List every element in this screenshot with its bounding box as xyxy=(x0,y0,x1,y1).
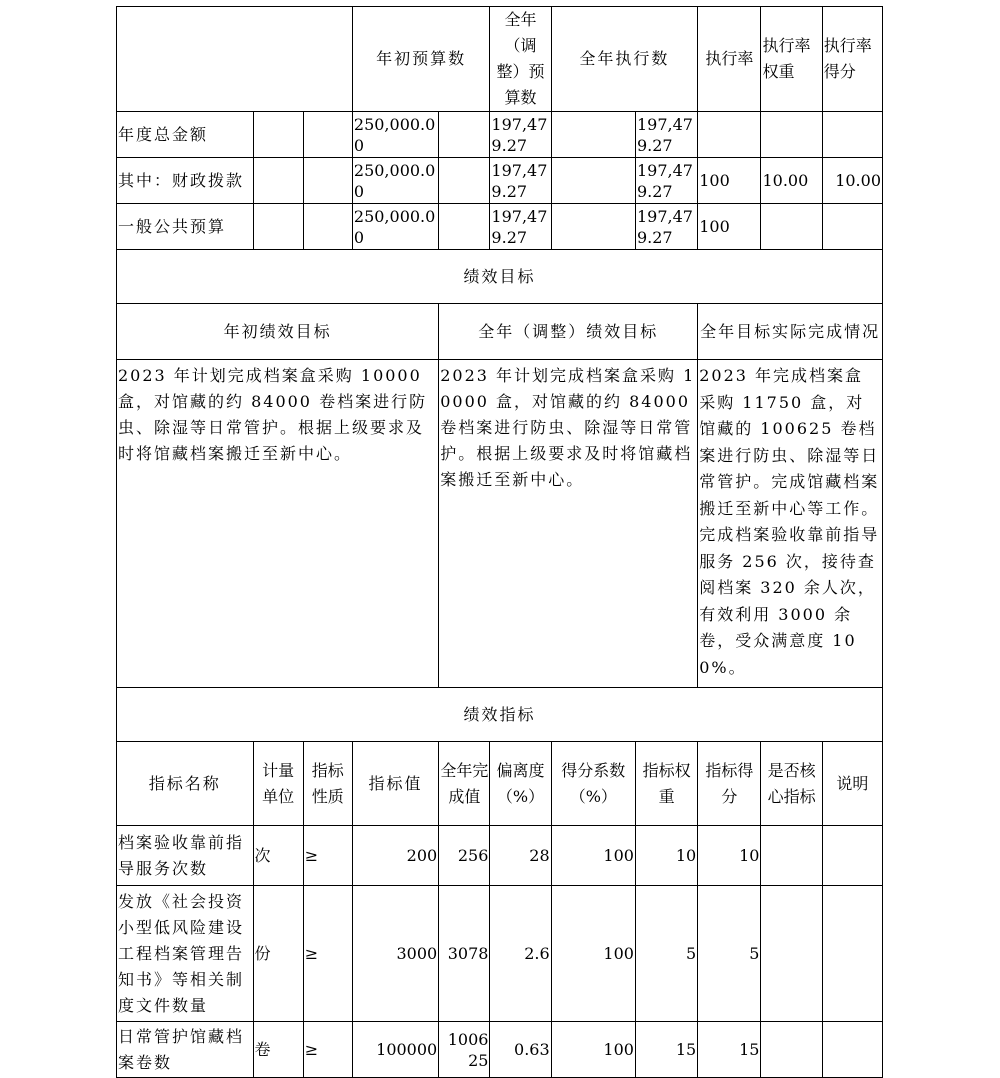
blank-cell xyxy=(439,158,490,204)
indicator-actual: 3078 xyxy=(439,886,490,1022)
rate-weight-value: 10.00 xyxy=(761,158,822,204)
blank-cell xyxy=(253,158,303,204)
adjusted-budget-header: 全年（调整）预算数 xyxy=(490,7,551,112)
actual-goal-text: 2023 年完成档案盒采购 11750 盒，对馆藏的 100625 卷档案进行防虫、除湿等日常管护。完成馆藏档案搬迁至新中心等工作。完成档案验收靠前指导服务 256 次，接待查阅档案 320 余人次，有效利用 3000 余卷，受众满意度 100%。 xyxy=(698,360,883,688)
initial-budget-value: 250,000.00 xyxy=(352,204,438,250)
goals-header-row xyxy=(117,304,883,360)
nature-header: 指标性质 xyxy=(303,742,352,826)
initial-goal-header: 年初绩效目标 xyxy=(117,304,439,360)
initial-goal-text: 2023 年计划完成档案盒采购 10000 盒，对馆藏的约 84000 卷档案进行防虫、除湿等日常管护。根据上级要求及时将馆藏档案搬迁至新中心。 xyxy=(117,360,439,688)
rate-weight-value xyxy=(761,112,822,158)
indicator-score: 15 xyxy=(698,1022,761,1078)
core-header: 是否核心指标 xyxy=(761,742,822,826)
indicator-score: 5 xyxy=(698,886,761,1022)
budget-row-label: 一般公共预算 xyxy=(117,204,254,250)
rate-value xyxy=(698,112,761,158)
indicator-name-header: 指标名称 xyxy=(117,742,254,826)
indicator-deviation: 28 xyxy=(490,826,551,886)
blank-cell xyxy=(551,204,635,250)
indicator-name: 日常管护馆藏档案卷数 xyxy=(117,1022,254,1078)
rate-score-value xyxy=(822,112,882,158)
indicator-deviation: 0.63 xyxy=(490,1022,551,1078)
indicator-nature: ≥ xyxy=(303,826,352,886)
indicator-note xyxy=(822,826,882,886)
budget-row xyxy=(117,112,883,158)
indicator-nature: ≥ xyxy=(303,1022,352,1078)
actual-goal-header: 全年目标实际完成情况 xyxy=(698,304,883,360)
initial-budget-value: 250,000.00 xyxy=(352,158,438,204)
rate-value: 100 xyxy=(698,158,761,204)
adjusted-budget-value: 197,479.27 xyxy=(490,204,551,250)
blank-cell xyxy=(439,112,490,158)
note-header: 说明 xyxy=(822,742,882,826)
indicator-nature: ≥ xyxy=(303,886,352,1022)
adjusted-budget-value: 197,479.27 xyxy=(490,158,551,204)
indicator-target: 100000 xyxy=(352,1022,438,1078)
budget-header-row xyxy=(117,7,883,112)
indicator-coef: 100 xyxy=(551,1022,635,1078)
adjusted-goal-text: 2023 年计划完成档案盒采购 10000 盒，对馆藏的约 84000 卷档案进行防虫、除湿等日常管护。根据上级要求及时将馆藏档案搬迁至新中心。 xyxy=(439,360,698,688)
blank-cell xyxy=(303,112,352,158)
adjusted-budget-value: 197,479.27 xyxy=(490,112,551,158)
indicator-core xyxy=(761,886,822,1022)
coef-header: 得分系数（%） xyxy=(551,742,635,826)
executed-value: 197,479.27 xyxy=(635,158,697,204)
rate-weight-header: 执行率权重 xyxy=(761,7,822,112)
goals-title-row xyxy=(117,250,883,304)
executed-header: 全年执行数 xyxy=(551,7,698,112)
indicator-target: 200 xyxy=(352,826,438,886)
indicator-deviation: 2.6 xyxy=(490,886,551,1022)
initial-budget-value: 250,000.00 xyxy=(352,112,438,158)
blank-cell xyxy=(253,204,303,250)
indicator-core xyxy=(761,826,822,886)
rate-score-header: 执行率得分 xyxy=(822,7,882,112)
unit-header: 计量单位 xyxy=(253,742,303,826)
indicator-coef: 100 xyxy=(551,886,635,1022)
budget-row-label: 其中：财政拨款 xyxy=(117,158,254,204)
indicator-note xyxy=(822,1022,882,1078)
rate-weight-value xyxy=(761,204,822,250)
rate-score-value xyxy=(822,204,882,250)
blank-cell xyxy=(551,158,635,204)
indicators-title-row xyxy=(117,688,883,742)
rate-score-value: 10.00 xyxy=(822,158,882,204)
budget-row xyxy=(117,158,883,204)
target-header: 指标值 xyxy=(352,742,438,826)
goals-section-title: 绩效目标 xyxy=(117,250,883,304)
performance-table xyxy=(116,6,883,1078)
indicator-target: 3000 xyxy=(352,886,438,1022)
indicator-unit: 份 xyxy=(253,886,303,1022)
blank-cell xyxy=(303,158,352,204)
indicator-name: 发放《社会投资小型低风险建设工程档案管理告知书》等相关制度文件数量 xyxy=(117,886,254,1022)
actual-header: 全年完成值 xyxy=(439,742,490,826)
indicator-score: 10 xyxy=(698,826,761,886)
indicators-header-row xyxy=(117,742,883,826)
blank-cell xyxy=(303,204,352,250)
blank-cell xyxy=(253,112,303,158)
rate-header: 执行率 xyxy=(698,7,761,112)
indicator-actual: 256 xyxy=(439,826,490,886)
blank-cell xyxy=(439,204,490,250)
indicator-row xyxy=(117,826,883,886)
indicator-core xyxy=(761,1022,822,1078)
blank-header-cell xyxy=(117,7,353,112)
indicator-weight: 10 xyxy=(635,826,697,886)
rate-value: 100 xyxy=(698,204,761,250)
indicator-note xyxy=(822,886,882,1022)
weight-header: 指标权重 xyxy=(635,742,697,826)
executed-value: 197,479.27 xyxy=(635,204,697,250)
indicators-section-title: 绩效指标 xyxy=(117,688,883,742)
executed-value: 197,479.27 xyxy=(635,112,697,158)
goals-content-row xyxy=(117,360,883,688)
indicator-weight: 5 xyxy=(635,886,697,1022)
budget-row xyxy=(117,204,883,250)
indicator-weight: 15 xyxy=(635,1022,697,1078)
score-header: 指标得分 xyxy=(698,742,761,826)
indicator-actual: 100625 xyxy=(439,1022,490,1078)
indicator-row xyxy=(117,886,883,1022)
indicator-unit: 次 xyxy=(253,826,303,886)
indicator-coef: 100 xyxy=(551,826,635,886)
blank-cell xyxy=(551,112,635,158)
deviation-header: 偏离度（%） xyxy=(490,742,551,826)
indicator-row xyxy=(117,1022,883,1078)
adjusted-goal-header: 全年（调整）绩效目标 xyxy=(439,304,698,360)
indicator-name: 档案验收靠前指导服务次数 xyxy=(117,826,254,886)
budget-row-label: 年度总金额 xyxy=(117,112,254,158)
indicator-unit: 卷 xyxy=(253,1022,303,1078)
initial-budget-header: 年初预算数 xyxy=(352,7,490,112)
